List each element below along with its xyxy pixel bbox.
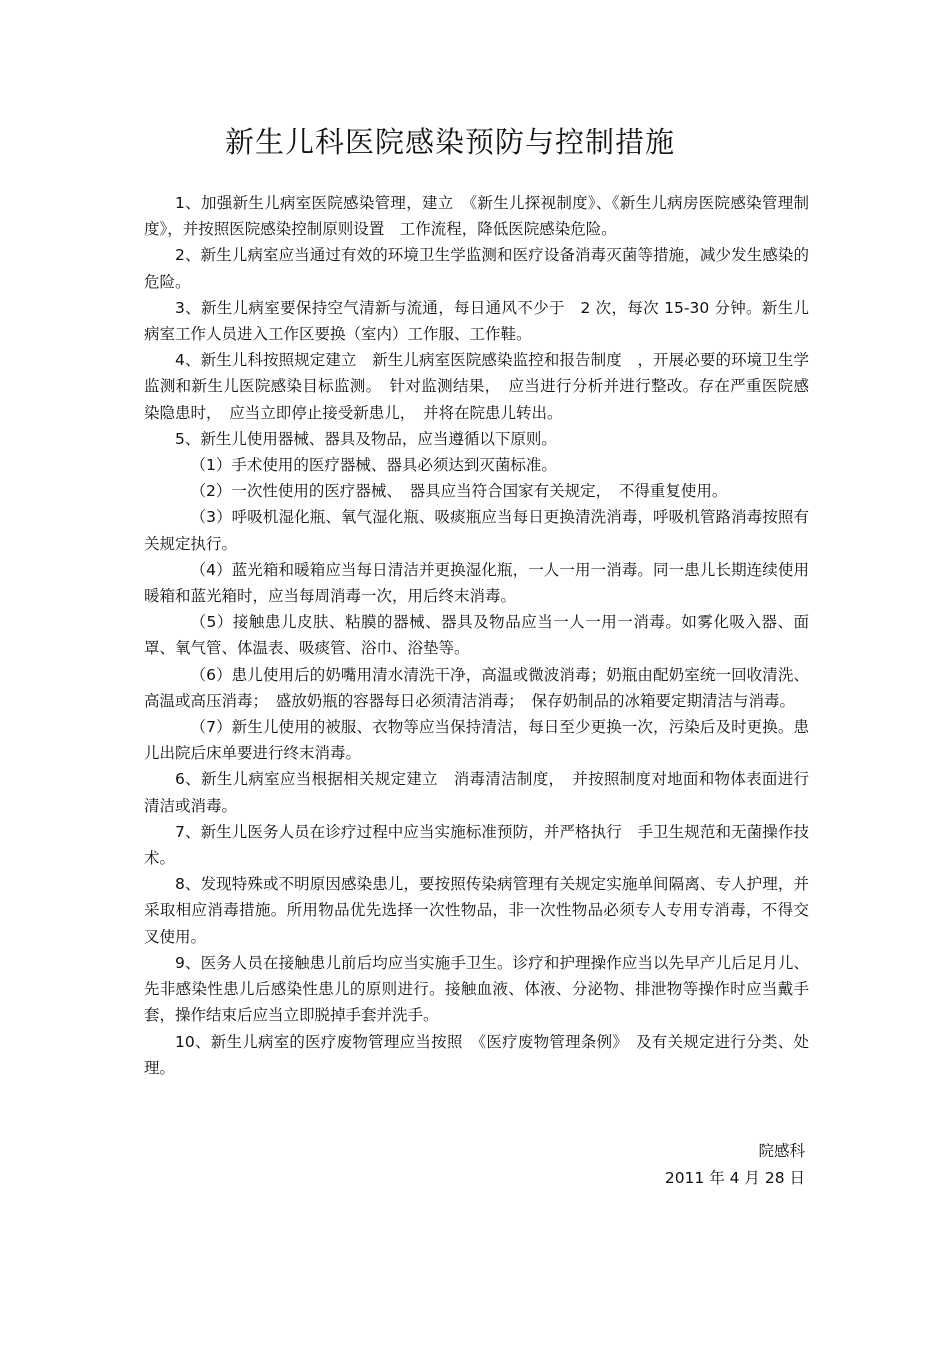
sub-item-3: （3）呼吸机湿化瓶、氧气湿化瓶、吸痰瓶应当每日更换清洗消毒，呼吸机管路消毒按照有关规定执行。 xyxy=(144,508,809,553)
paragraph-3: 3、新生儿病室要保持空气清新与流通，每日通风不少于 2 次，每次 15-30 分钟。新生儿病室工作人员进入工作区要换（室内）工作服、工作鞋。 xyxy=(144,298,809,344)
sub-item-6: （6）患儿使用后的奶嘴用清水清洗干净，高温或微波消毒；奶瓶由配奶室统一回收清洗、高温或高压消毒； 盛放奶瓶的容器每日必须清洁消毒； 保存奶制品的冰箱要定期清洁与消毒。 xyxy=(144,665,809,710)
signature-block xyxy=(665,1138,805,1192)
sub-item-1: （1）手术使用的医疗器械、器具必须达到灭菌标准。 xyxy=(190,456,557,475)
sub-item-4: （4）蓝光箱和暖箱应当每日清洁并更换湿化瓶，一人一用一消毒。同一患儿长期连续使用暖箱和蓝光箱时，应当每周消毒一次，用后终末消毒。 xyxy=(144,560,809,606)
paragraph-7: 7、新生儿医务人员在诊疗过程中应当实施标准预防，并严格执行 手卫生规范和无菌操作技术。 xyxy=(144,822,809,868)
signature-date: 2011 年 4 月 28 日 xyxy=(664,1169,805,1187)
paragraph-6: 6、新生儿病室应当根据相关规定建立 消毒清洁制度， 并按照制度对地面和物体表面进行清洁或消毒。 xyxy=(144,770,809,815)
document-body xyxy=(144,190,809,1081)
paragraph-9: 9、医务人员在接触患儿前后均应当实施手卫生。诊疗和护理操作应当以先早产儿后足月儿、先非感染性患儿后感染性患儿的原则进行。接触血液、体液、分泌物、排泄物等操作时应当戴手套，操作结束后应当立即脱掉手套并洗手。 xyxy=(144,953,809,1025)
document-title: 新生儿科医院感染预防与控制措施 xyxy=(224,125,675,159)
sub-item-5: （5）接触患儿皮肤、粘膜的器械、器具及物品应当一人一用一消毒。如雾化吸入器、面罩、氧气管、体温表、吸痰管、浴巾、浴垫等。 xyxy=(144,613,809,658)
paragraph-10: 10、新生儿病室的医疗废物管理应当按照 《医疗废物管理条例》 及有关规定进行分类、处理。 xyxy=(144,1032,809,1077)
paragraph-4: 4、新生儿科按照规定建立 新生儿病室医院感染监控和报告制度 ，开展必要的环境卫生学监测和新生儿医院感染目标监测。 针对监测结果， 应当进行分析并进行整改。存在严重医院感染隐患时， 应当立即停止接受新患儿， 并将在院患儿转出。 xyxy=(144,351,809,422)
paragraph-2: 2、新生儿病室应当通过有效的环境卫生学监测和医疗设备消毒灭菌等措施，减少发生感染的危险。 xyxy=(144,246,809,291)
paragraph-8: 8、发现特殊或不明原因感染患儿，要按照传染病管理有关规定实施单间隔离、专人护理，并采取相应消毒措施。所用物品优先选择一次性物品，非一次性物品必须专人专用专消毒，不得交叉使用。 xyxy=(144,875,809,946)
sub-item-7: （7）新生儿使用的被服、衣物等应当保持清洁，每日至少更换一次，污染后及时更换。患儿出院后床单要进行终末消毒。 xyxy=(144,718,809,763)
paragraph-1: 1、加强新生儿病室医院感染管理，建立 《新生儿探视制度》、《新生儿病房医院感染管理制度》，并按照医院感染控制原则设置 工作流程，降低医院感染危险。 xyxy=(144,194,809,239)
signature-department: 院感科 xyxy=(758,1142,805,1160)
paragraph-5: 5、新生儿使用器械、器具及物品，应当遵循以下原则。 xyxy=(175,429,557,448)
sub-item-2: （2）一次性使用的医疗器械、 器具应当符合国家有关规定， 不得重复使用。 xyxy=(190,482,728,501)
